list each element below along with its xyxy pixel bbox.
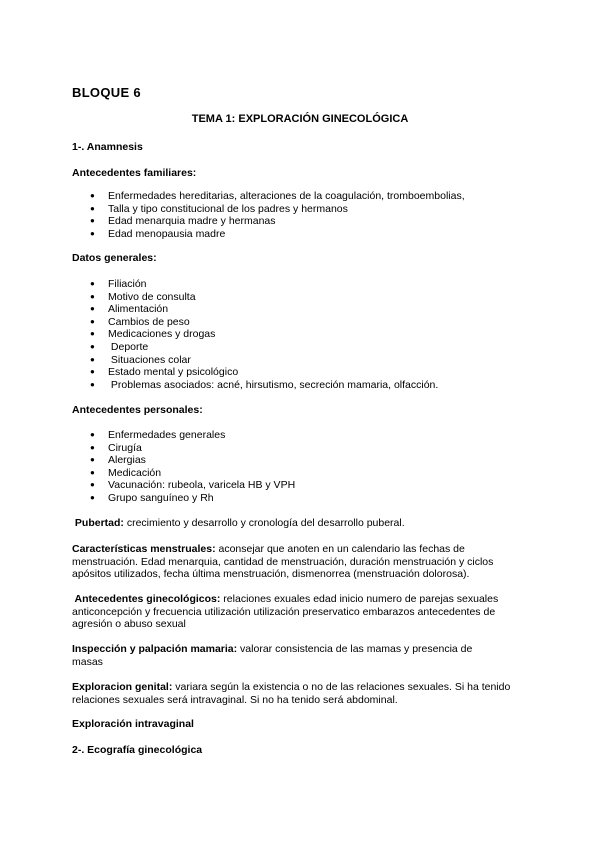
bullet-icon: ●	[90, 467, 95, 477]
bullet-icon: ●	[90, 442, 95, 452]
bullet-icon: ●	[90, 216, 95, 226]
list-item: ● Alimentación	[90, 303, 169, 316]
personales-heading: Antecedentes personales:	[72, 404, 203, 416]
genital-paragraph	[72, 681, 512, 706]
list-item: ● Grupo sanguíneo y Rh	[90, 491, 214, 504]
intravaginal-title: Exploración intravaginal	[72, 718, 194, 730]
generales-heading: Datos generales:	[72, 252, 157, 264]
list-item: ● Medicaciones y drogas	[90, 328, 216, 341]
list-item: ● Motivo de consulta	[90, 290, 196, 303]
genital-text: variara según la existencia o no de las relaciones sexuales. Si ha tenido relaciones sexuales será intravaginal. Si no ha tenido será abdominal.	[72, 681, 511, 706]
block-title: BLOQUE 6	[72, 85, 141, 100]
bullet-icon: ●	[90, 341, 95, 351]
bullet-icon: ●	[90, 291, 95, 301]
bullet-icon: ●	[90, 191, 95, 200]
bullet-icon: ●	[90, 492, 95, 502]
bullet-icon: ●	[90, 430, 95, 439]
bullet-icon: ●	[90, 480, 95, 490]
pubertad-paragraph	[72, 517, 522, 530]
list-item: ● Deporte	[90, 340, 149, 353]
bullet-icon: ●	[90, 367, 95, 377]
mamaria-label: Inspección y palpación mamaria:	[72, 643, 238, 655]
list-item: ● Vacunación: rubeola, varicela HB y VPH	[90, 479, 296, 492]
list-item: ● Filiación	[90, 278, 147, 290]
bullet-icon: ●	[90, 203, 95, 213]
ginecologicos-label: Antecedentes ginecológicos:	[72, 593, 221, 605]
bullet-icon: ●	[90, 379, 95, 389]
bullet-icon: ●	[90, 279, 95, 288]
list-item: ● Edad menarquia madre y hermanas	[90, 215, 276, 228]
tema-title: TEMA 1: EXPLORACIÓN GINECOLÓGICA	[191, 113, 409, 125]
list-item: ● Enfermedades generales	[90, 429, 226, 441]
list-item: ● Alergias	[90, 454, 146, 467]
menstruales-label: Características menstruales:	[72, 543, 216, 555]
ginecologicos-text: relaciones exuales edad inicio numero de parejas sexuales anticoncepción y frecuencia utilización utilización preservatico embarazos antecedentes de agresión o abuso sexual	[72, 593, 499, 631]
list-item: ● Cirugía	[90, 441, 142, 454]
generales-list	[90, 278, 438, 391]
section-2-title: 2-. Ecografía ginecológica	[72, 744, 203, 756]
mamaria-text: valorar consistencia de las mamas y presencia de masas	[72, 643, 473, 668]
familiares-heading: Antecedentes familiares:	[72, 167, 197, 179]
list-item: ● Estado mental y psicológico	[90, 366, 239, 379]
genital-label: Exploracion genital:	[72, 681, 173, 693]
list-item: ● Situaciones colar	[90, 353, 191, 366]
mamaria-paragraph	[72, 643, 502, 668]
bullet-icon: ●	[90, 455, 95, 465]
ginecologicos-paragraph	[72, 593, 522, 631]
list-item: ● Talla y tipo constitucional de los padres y hermanos	[90, 202, 348, 215]
pubertad-text: crecimiento y desarrollo y cronología del desarrollo puberal.	[123, 517, 405, 529]
bullet-icon: ●	[90, 316, 95, 326]
familiares-list	[90, 190, 465, 240]
bullet-icon: ●	[90, 304, 95, 314]
list-item: ● Edad menopausia madre	[90, 227, 226, 240]
list-item: ● Enfermedades hereditarias, alteraciones de la coagulación, tromboembolias,	[90, 190, 465, 202]
menstruales-text: aconsejar que anoten en un calendario las fechas de menstruación. Edad menarquia, cantidad de menstruación, duración menstruación y ciclos apósitos utilizados, fecha última menstruación, dismenorrea (menstruación dolorosa).	[72, 543, 494, 581]
bullet-icon: ●	[90, 329, 95, 339]
personales-list	[90, 429, 295, 505]
bullet-icon: ●	[90, 228, 95, 238]
section-1-title: 1-. Anamnesis	[72, 141, 143, 153]
pubertad-label: Pubertad:	[72, 517, 124, 529]
list-item: ● Cambios de peso	[90, 315, 190, 328]
menstruales-paragraph	[72, 543, 522, 581]
list-item: ● Medicación	[90, 466, 162, 479]
bullet-icon: ●	[90, 354, 95, 364]
list-item: ● Problemas asociados: acné, hirsutismo, secreción mamaria, olfacción.	[90, 378, 439, 391]
